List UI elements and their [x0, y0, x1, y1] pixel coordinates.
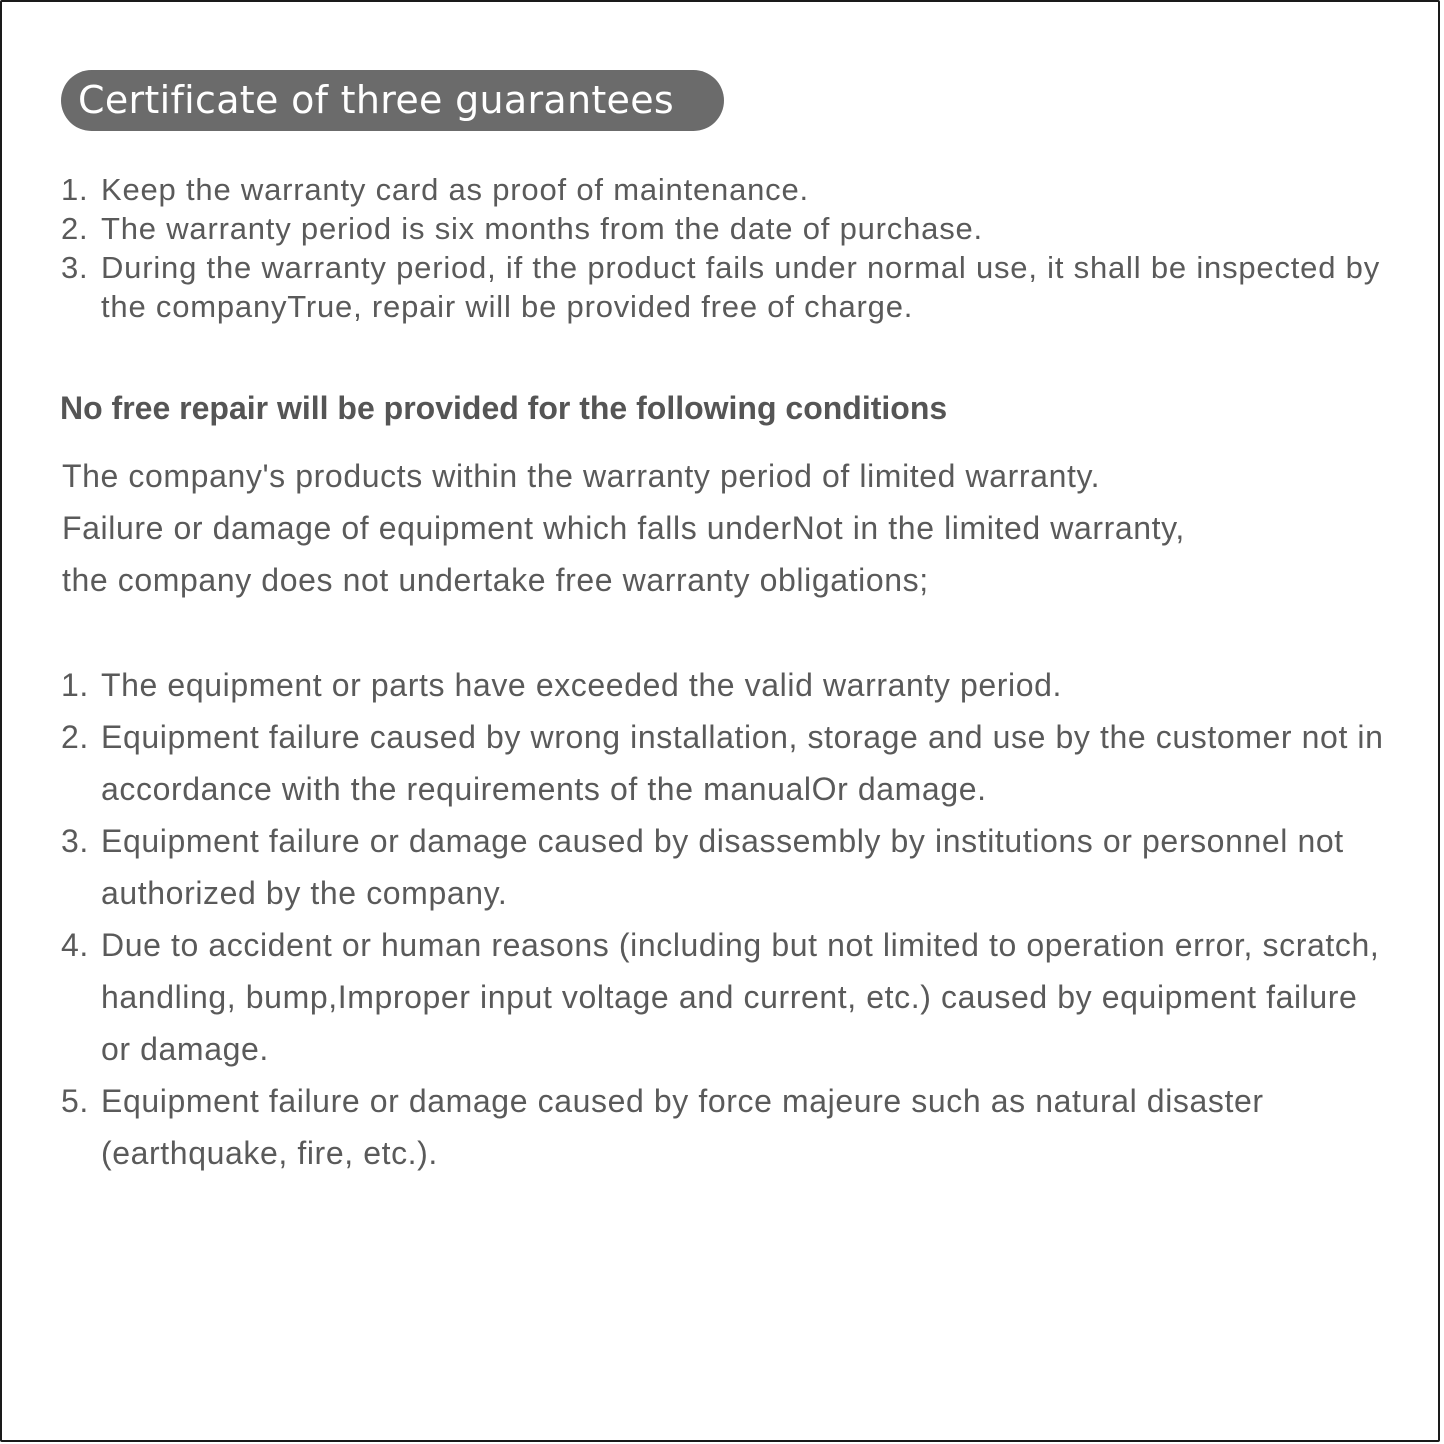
- intro-line: Failure or damage of equipment which falls underNot in the limited warranty,: [62, 510, 1185, 546]
- intro-paragraph: [62, 450, 1382, 606]
- intro-line: The company's products within the warranty period of limited warranty.: [62, 458, 1101, 494]
- page-title: Certificate of three guarantees: [61, 70, 724, 131]
- intro-line: the company does not undertake free warranty obligations;: [62, 562, 929, 598]
- guarantee-item: [61, 209, 1381, 248]
- exclusion-number: 2.: [61, 719, 89, 755]
- guarantee-number: 1.: [61, 172, 89, 207]
- exclusion-text: Equipment failure caused by wrong installation, storage and use by the customer not in accordance with the requirements of the manualOr damage.: [101, 719, 1384, 807]
- exclusion-list: [61, 659, 1391, 1179]
- guarantee-item: [61, 170, 1381, 209]
- exclusion-number: 5.: [61, 1083, 89, 1119]
- exclusion-item: [61, 919, 1391, 1075]
- exclusion-text: Due to accident or human reasons (including but not limited to operation error, scratch, handling, bump,Improper input voltage and current, etc.) caused by equipment failure or damage.: [101, 927, 1380, 1067]
- exclusion-item: [61, 1075, 1391, 1179]
- exclusion-item: [61, 815, 1391, 919]
- exclusion-number: 1.: [61, 667, 89, 703]
- guarantee-number: 2.: [61, 211, 89, 246]
- exclusion-text: The equipment or parts have exceeded the valid warranty period.: [101, 667, 1063, 703]
- guarantee-text: The warranty period is six months from the date of purchase.: [101, 211, 983, 246]
- exclusions-heading: No free repair will be provided for the following conditions: [60, 390, 948, 426]
- guarantee-number: 3.: [61, 250, 89, 285]
- guarantee-text: During the warranty period, if the product fails under normal use, it shall be inspected by the companyTrue, repair will be provided free of charge.: [101, 250, 1380, 324]
- exclusion-item: [61, 711, 1391, 815]
- exclusion-text: Equipment failure or damage caused by disassembly by institutions or personnel not authorized by the company.: [101, 823, 1344, 911]
- guarantee-list: [61, 170, 1381, 326]
- exclusion-number: 4.: [61, 927, 89, 963]
- exclusion-text: Equipment failure or damage caused by force majeure such as natural disaster (earthquake, fire, etc.).: [101, 1083, 1264, 1171]
- guarantee-text: Keep the warranty card as proof of maintenance.: [101, 172, 809, 207]
- exclusion-number: 3.: [61, 823, 89, 859]
- exclusion-item: [61, 659, 1391, 711]
- guarantee-item: [61, 248, 1381, 326]
